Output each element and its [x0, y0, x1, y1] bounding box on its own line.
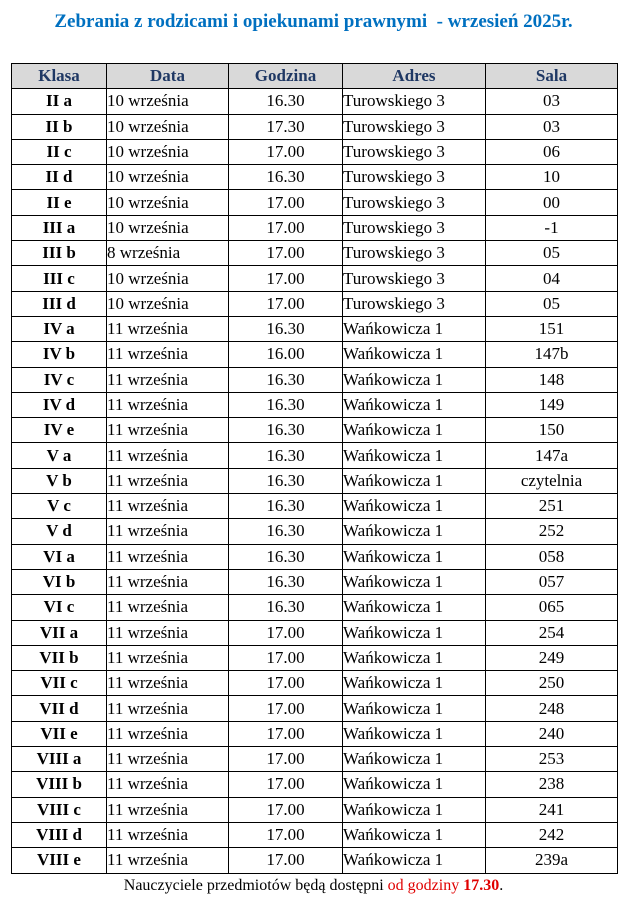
table-row [12, 494, 618, 519]
cell-klasa: VIII b [12, 772, 107, 797]
cell-adres: Turowskiego 3 [343, 291, 486, 316]
cell-adres: Wańkowicza 1 [343, 392, 486, 417]
table-row [12, 89, 618, 114]
cell-sala: 147a [486, 443, 618, 468]
cell-godzina: 16.30 [229, 392, 343, 417]
cell-klasa: II e [12, 190, 107, 215]
cell-data: 11 września [107, 696, 229, 721]
cell-adres: Turowskiego 3 [343, 139, 486, 164]
cell-sala: 05 [486, 291, 618, 316]
table-row [12, 544, 618, 569]
cell-godzina: 16.30 [229, 89, 343, 114]
cell-godzina: 17.00 [229, 266, 343, 291]
cell-sala: 03 [486, 114, 618, 139]
cell-godzina: 16.00 [229, 342, 343, 367]
cell-godzina: 17.00 [229, 797, 343, 822]
table-row [12, 645, 618, 670]
table-row [12, 418, 618, 443]
table-row [12, 595, 618, 620]
cell-data: 11 września [107, 468, 229, 493]
cell-godzina: 16.30 [229, 468, 343, 493]
cell-adres: Turowskiego 3 [343, 241, 486, 266]
cell-klasa: II a [12, 89, 107, 114]
cell-klasa: V c [12, 494, 107, 519]
table-row [12, 671, 618, 696]
cell-sala: 250 [486, 671, 618, 696]
cell-klasa: V b [12, 468, 107, 493]
table-row [12, 620, 618, 645]
table-row [12, 139, 618, 164]
cell-godzina: 17.00 [229, 671, 343, 696]
cell-klasa: VII e [12, 721, 107, 746]
cell-sala: 03 [486, 89, 618, 114]
cell-godzina: 16.30 [229, 316, 343, 341]
cell-klasa: IV a [12, 316, 107, 341]
cell-sala: 252 [486, 519, 618, 544]
cell-adres: Turowskiego 3 [343, 190, 486, 215]
header-godzina: Godzina [229, 64, 343, 89]
cell-adres: Wańkowicza 1 [343, 620, 486, 645]
cell-data: 11 września [107, 316, 229, 341]
cell-adres: Wańkowicza 1 [343, 721, 486, 746]
cell-sala: 248 [486, 696, 618, 721]
cell-data: 11 września [107, 494, 229, 519]
cell-adres: Wańkowicza 1 [343, 797, 486, 822]
cell-data: 11 września [107, 772, 229, 797]
cell-godzina: 17.00 [229, 848, 343, 873]
cell-adres: Wańkowicza 1 [343, 595, 486, 620]
cell-godzina: 17.00 [229, 139, 343, 164]
cell-godzina: 16.30 [229, 494, 343, 519]
table-row [12, 848, 618, 873]
cell-data: 11 września [107, 418, 229, 443]
table-row [12, 215, 618, 240]
cell-godzina: 16.30 [229, 165, 343, 190]
table-row [12, 165, 618, 190]
table-row [12, 696, 618, 721]
cell-data: 10 września [107, 266, 229, 291]
cell-data: 11 września [107, 822, 229, 847]
cell-adres: Wańkowicza 1 [343, 696, 486, 721]
cell-data: 11 września [107, 367, 229, 392]
cell-adres: Wańkowicza 1 [343, 519, 486, 544]
cell-data: 11 września [107, 848, 229, 873]
cell-adres: Wańkowicza 1 [343, 848, 486, 873]
cell-klasa: VII c [12, 671, 107, 696]
cell-klasa: II c [12, 139, 107, 164]
cell-sala: 147b [486, 342, 618, 367]
cell-sala: 04 [486, 266, 618, 291]
table-row [12, 721, 618, 746]
cell-adres: Turowskiego 3 [343, 89, 486, 114]
cell-data: 11 września [107, 443, 229, 468]
cell-godzina: 17.30 [229, 114, 343, 139]
cell-klasa: II d [12, 165, 107, 190]
cell-godzina: 17.00 [229, 291, 343, 316]
cell-godzina: 17.00 [229, 620, 343, 645]
cell-data: 11 września [107, 645, 229, 670]
cell-adres: Wańkowicza 1 [343, 645, 486, 670]
cell-klasa: III b [12, 241, 107, 266]
header-klasa: Klasa [12, 64, 107, 89]
cell-data: 11 września [107, 392, 229, 417]
cell-godzina: 16.30 [229, 367, 343, 392]
table-body [12, 89, 618, 873]
cell-klasa: VII a [12, 620, 107, 645]
cell-sala: 254 [486, 620, 618, 645]
table-row [12, 822, 618, 847]
cell-klasa: VI a [12, 544, 107, 569]
cell-adres: Turowskiego 3 [343, 114, 486, 139]
cell-sala: -1 [486, 215, 618, 240]
cell-data: 11 września [107, 342, 229, 367]
page-title: Zebrania z rodzicami i opiekunami prawnymi - wrzesień 2025r. [54, 11, 573, 32]
cell-klasa: VII d [12, 696, 107, 721]
cell-sala: 251 [486, 494, 618, 519]
cell-data: 11 września [107, 620, 229, 645]
cell-adres: Wańkowicza 1 [343, 544, 486, 569]
cell-sala: 241 [486, 797, 618, 822]
cell-adres: Wańkowicza 1 [343, 468, 486, 493]
cell-adres: Turowskiego 3 [343, 165, 486, 190]
cell-godzina: 17.00 [229, 822, 343, 847]
meetings-table [11, 63, 618, 874]
cell-adres: Wańkowicza 1 [343, 747, 486, 772]
cell-klasa: VI b [12, 569, 107, 594]
cell-sala: 148 [486, 367, 618, 392]
cell-godzina: 17.00 [229, 645, 343, 670]
cell-sala: 240 [486, 721, 618, 746]
cell-godzina: 16.30 [229, 519, 343, 544]
cell-klasa: IV c [12, 367, 107, 392]
table-row [12, 443, 618, 468]
cell-adres: Wańkowicza 1 [343, 418, 486, 443]
table-row [12, 772, 618, 797]
table-row [12, 241, 618, 266]
footnote-period: . [499, 877, 504, 894]
header-adres: Adres [343, 64, 486, 89]
header-sala: Sala [486, 64, 618, 89]
cell-data: 10 września [107, 291, 229, 316]
cell-data: 11 września [107, 797, 229, 822]
cell-adres: Wańkowicza 1 [343, 671, 486, 696]
cell-godzina: 17.00 [229, 721, 343, 746]
cell-godzina: 16.30 [229, 569, 343, 594]
cell-sala: 242 [486, 822, 618, 847]
cell-godzina: 17.00 [229, 190, 343, 215]
cell-godzina: 17.00 [229, 747, 343, 772]
cell-adres: Turowskiego 3 [343, 266, 486, 291]
footnote-highlight: od godziny [387, 877, 464, 894]
header-row [12, 64, 618, 89]
cell-klasa: IV b [12, 342, 107, 367]
cell-sala: 057 [486, 569, 618, 594]
table-row [12, 342, 618, 367]
cell-sala: 058 [486, 544, 618, 569]
cell-adres: Turowskiego 3 [343, 215, 486, 240]
cell-data: 11 września [107, 544, 229, 569]
cell-data: 11 września [107, 595, 229, 620]
cell-godzina: 17.00 [229, 241, 343, 266]
table-row [12, 266, 618, 291]
cell-adres: Wańkowicza 1 [343, 569, 486, 594]
table-row [12, 114, 618, 139]
cell-godzina: 17.00 [229, 215, 343, 240]
cell-godzina: 17.00 [229, 696, 343, 721]
cell-sala: 149 [486, 392, 618, 417]
table-row [12, 569, 618, 594]
table-row [12, 747, 618, 772]
cell-adres: Wańkowicza 1 [343, 443, 486, 468]
cell-klasa: VIII e [12, 848, 107, 873]
cell-klasa: VI c [12, 595, 107, 620]
cell-klasa: IV d [12, 392, 107, 417]
cell-sala: 239a [486, 848, 618, 873]
cell-godzina: 17.00 [229, 772, 343, 797]
cell-klasa: IV e [12, 418, 107, 443]
cell-adres: Wańkowicza 1 [343, 367, 486, 392]
footnote-text: Nauczyciele przedmiotów będą dostępni [123, 877, 388, 894]
cell-data: 10 września [107, 215, 229, 240]
cell-adres: Wańkowicza 1 [343, 822, 486, 847]
cell-adres: Wańkowicza 1 [343, 316, 486, 341]
cell-data: 11 września [107, 569, 229, 594]
cell-godzina: 16.30 [229, 418, 343, 443]
cell-data: 11 września [107, 671, 229, 696]
footnote-time: 17.30 [463, 877, 500, 894]
cell-klasa: VIII a [12, 747, 107, 772]
header-data: Data [107, 64, 229, 89]
cell-sala: 151 [486, 316, 618, 341]
table-header [12, 64, 618, 89]
cell-data: 10 września [107, 89, 229, 114]
cell-adres: Wańkowicza 1 [343, 342, 486, 367]
footnote [0, 876, 627, 896]
cell-data: 8 września [107, 241, 229, 266]
cell-sala: 150 [486, 418, 618, 443]
cell-klasa: III c [12, 266, 107, 291]
cell-klasa: VIII d [12, 822, 107, 847]
cell-sala: 238 [486, 772, 618, 797]
cell-sala: 10 [486, 165, 618, 190]
table-row [12, 316, 618, 341]
table-row [12, 291, 618, 316]
cell-adres: Wańkowicza 1 [343, 494, 486, 519]
cell-klasa: III d [12, 291, 107, 316]
table-row [12, 519, 618, 544]
cell-data: 11 września [107, 747, 229, 772]
cell-data: 10 września [107, 139, 229, 164]
cell-data: 11 września [107, 519, 229, 544]
cell-adres: Wańkowicza 1 [343, 772, 486, 797]
cell-klasa: V d [12, 519, 107, 544]
cell-sala: 06 [486, 139, 618, 164]
cell-godzina: 16.30 [229, 544, 343, 569]
cell-sala: 249 [486, 645, 618, 670]
cell-sala: czytelnia [486, 468, 618, 493]
cell-klasa: V a [12, 443, 107, 468]
cell-klasa: III a [12, 215, 107, 240]
cell-klasa: II b [12, 114, 107, 139]
table-row [12, 392, 618, 417]
table-row [12, 468, 618, 493]
cell-data: 11 września [107, 721, 229, 746]
cell-sala: 065 [486, 595, 618, 620]
cell-data: 10 września [107, 114, 229, 139]
cell-klasa: VII b [12, 645, 107, 670]
cell-data: 10 września [107, 165, 229, 190]
cell-sala: 05 [486, 241, 618, 266]
cell-sala: 253 [486, 747, 618, 772]
table-row [12, 190, 618, 215]
table-row [12, 797, 618, 822]
table-row [12, 367, 618, 392]
cell-godzina: 16.30 [229, 443, 343, 468]
cell-sala: 00 [486, 190, 618, 215]
cell-godzina: 16.30 [229, 595, 343, 620]
cell-klasa: VIII c [12, 797, 107, 822]
cell-data: 10 września [107, 190, 229, 215]
